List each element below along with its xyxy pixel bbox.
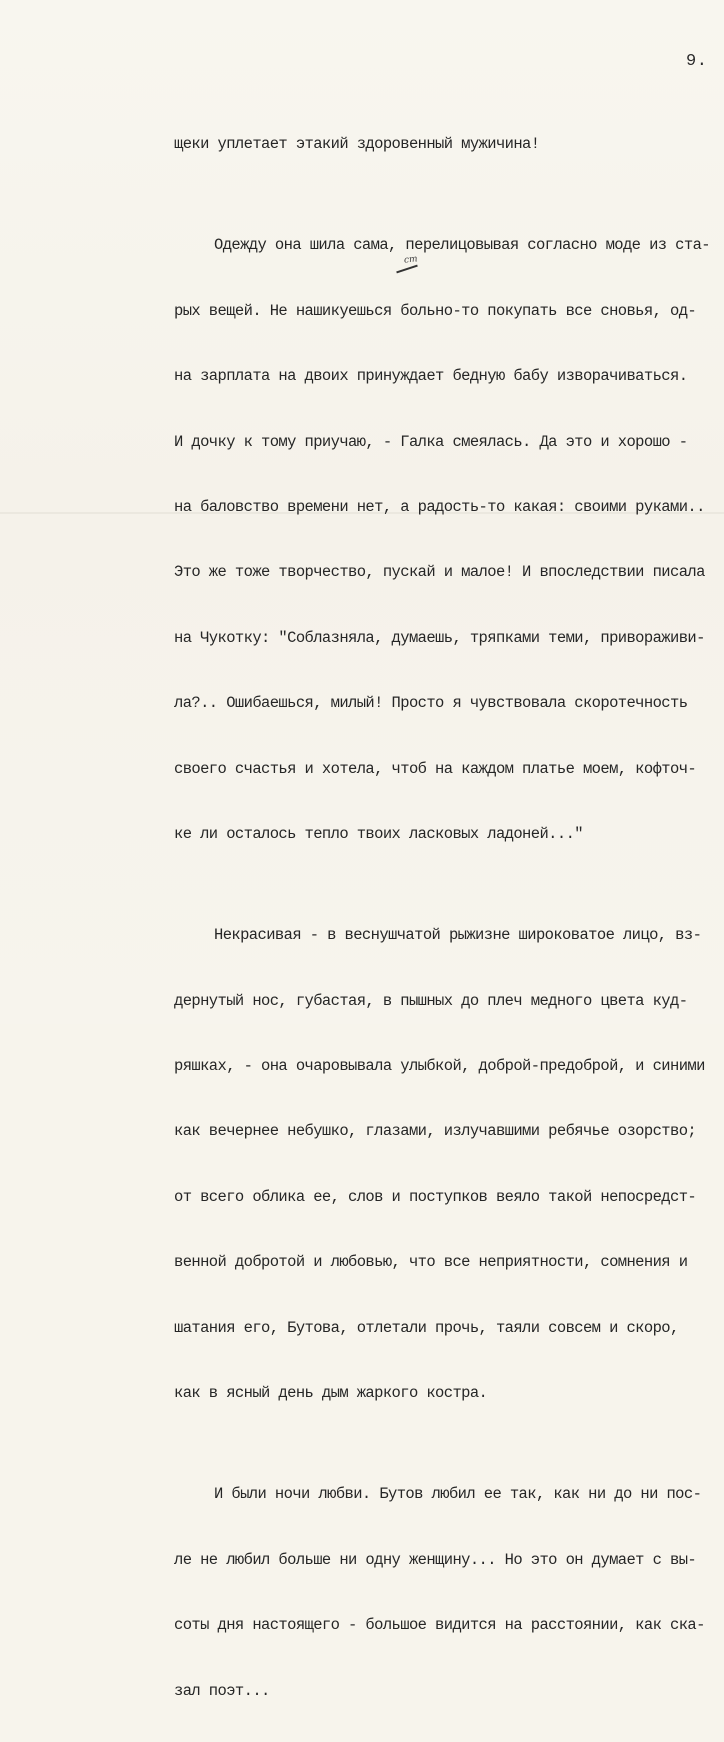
text-line: своего счастья и хотела, чтоб на каждом платье моем, кофточ-: [174, 759, 697, 778]
page-number: 9.: [686, 52, 708, 71]
text-line: на зарплата на двоих принуждает бедную бабу изворачиваться.: [174, 367, 688, 386]
text-line: венной добротой и любовью, что все неприятности, сомнения и: [174, 1253, 688, 1272]
text-line: как вечернее небушко, глазами, излучавшими ребячье озорство;: [174, 1122, 697, 1141]
text-line: ла?.. Ошибаешься, милый! Просто я чувствовала скоротечность: [174, 694, 688, 713]
text-line: шатания его, Бутова, отлетали прочь, таяли совсем и скоро,: [174, 1318, 679, 1337]
text-line: И были ночи любви. Бутов любил ее так, как ни до ни пос-: [214, 1485, 702, 1504]
text-line: Одежду она шила сама, перелицовывая согласно моде из ста-: [214, 236, 710, 255]
text-line: на Чукотку: "Соблазняла, думаешь, тряпками теми, привораживи-: [174, 628, 705, 647]
text-line: зал поэт...: [174, 1681, 270, 1700]
text-line: рых вещей. Не нашикуешься больно-то покупать все сновья, од-: [174, 301, 697, 320]
text-line: соты дня настоящего - большое видится на расстоянии, как ска-: [174, 1616, 705, 1635]
text-line: Некрасивая - в веснушчатой рыжизне широковатое лицо, вз-: [214, 926, 702, 945]
body-text: [174, 76, 714, 1742]
text-line: ке ли осталось тепло твоих ласковых ладоней...": [174, 824, 583, 843]
text-line: на баловство времени нет, а радость-то какая: своими руками..: [174, 497, 705, 516]
text-line: как в ясный день дым жаркого костра.: [174, 1384, 488, 1403]
text-line: ле не любил больше ни одну женщину... Но это он думает с вы-: [174, 1550, 697, 1569]
text-line: Это же тоже творчество, пускай и малое! И впоследствии писала: [174, 563, 705, 582]
text-line: ряшках, - она очаровывала улыбкой, доброй-предоброй, и синими: [174, 1057, 705, 1076]
text-line: от всего облика ее, слов и поступков веяло такой непосредст-: [174, 1187, 697, 1206]
handwritten-correction: ст: [403, 254, 419, 266]
text-line: щеки уплетает этакий здоровенный мужичина!: [174, 135, 540, 153]
text-line: дернутый нос, губастая, в пышных до плеч медного цвета куд-: [174, 991, 688, 1010]
text-line: И дочку к тому приучаю, - Галка смеялась. Да это и хорошо -: [174, 432, 688, 451]
